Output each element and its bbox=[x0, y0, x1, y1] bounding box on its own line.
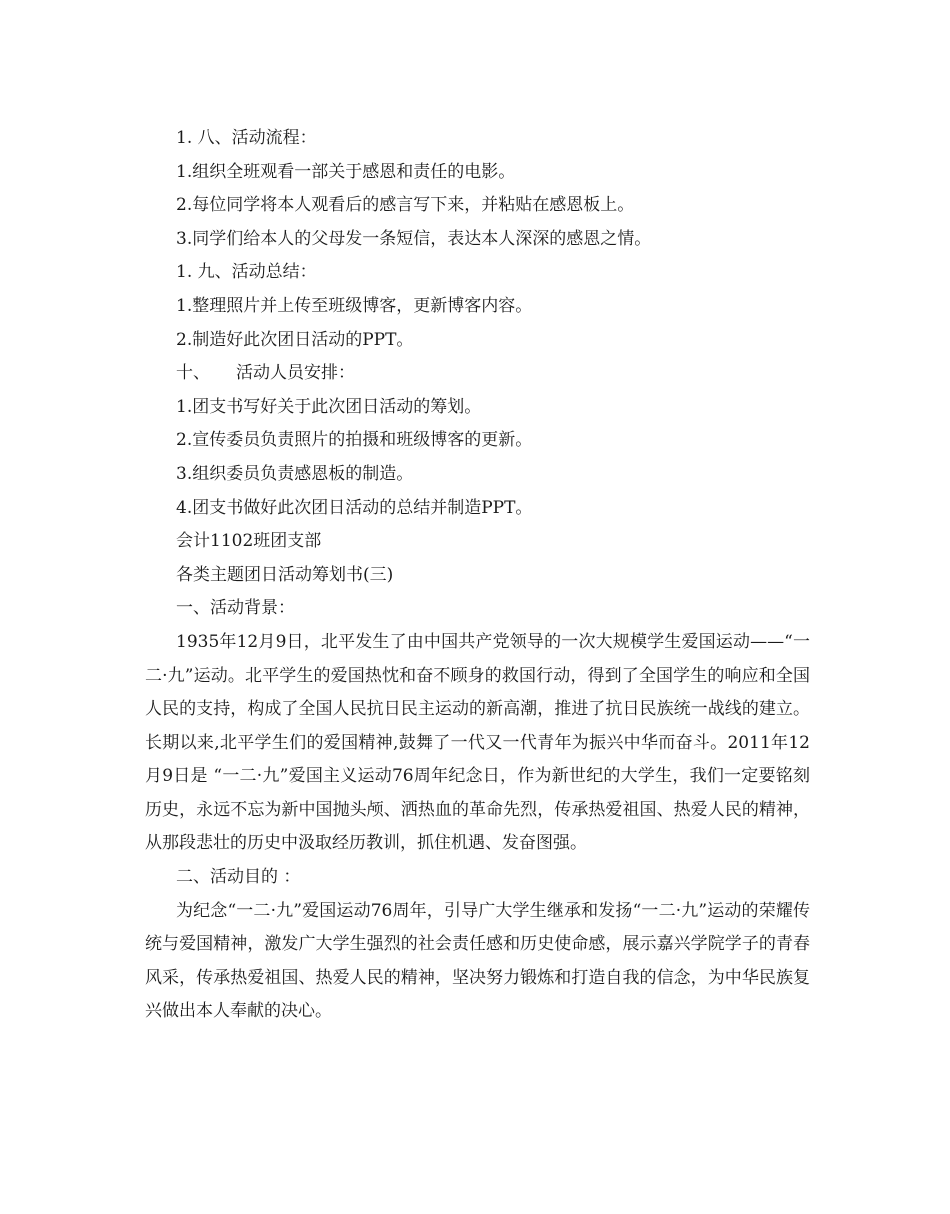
section-10-title: 活动人员安排： bbox=[236, 363, 355, 384]
signature: 会计1102班团支部 bbox=[176, 531, 322, 552]
document-body bbox=[145, 122, 810, 1029]
section-9-item-1: 1.整理照片并上传至班级博客，更新博客内容。 bbox=[176, 295, 533, 316]
purpose-paragraph: 为纪念“一二·九”爱国运动76周年，引导广大学生继承和发扬“一二·九”运动的荣耀传统与爱国精神，激发广大学生强烈的社会责任感和历史使命感，展示嘉兴学院学子的青春风采，传承热爱祖国、热爱人民的精神，坚决努力锻炼和打造自我的信念，为中华民族复兴做出本人奉献的决心。 bbox=[145, 900, 810, 1022]
section-8-item-1: 1.组织全班观看一部关于感恩和责任的电影。 bbox=[176, 161, 516, 182]
section-9-item-2: 2.制造好此次团日活动的PPT。 bbox=[176, 329, 414, 350]
section-10-item-2: 2.宣传委员负责照片的拍摄和班级博客的更新。 bbox=[176, 430, 533, 451]
section-8-item-2: 2.每位同学将本人观看后的感言写下来，并粘贴在感恩板上。 bbox=[176, 195, 635, 216]
section-10-item-4: 4.团支书做好此次团日活动的总结并制造PPT。 bbox=[176, 497, 533, 518]
background-paragraph: 1935年12月9日，北平发生了由中国共产党领导的一次大规模学生爱国运动——“一二·九”运动。北平学生的爱国热忱和奋不顾身的救国行动，得到了全国学生的响应和全国人民的支持，构成了全国人民抗日民主运动的新高潮，推进了抗日民族统一战线的建立。长期以来,北平学生们的爱国精神,鼓舞了一代又一代青年为振兴中华而奋斗。2011年12月9日是 “一二·九”爱国主义运动76周年纪念日，作为新世纪的大学生，我们一定要铭刻历史，永远不忘为新中国抛头颅、洒热血的革命先烈，传承热爱祖国、热爱人民的精神，从那段悲壮的历史中汲取经历教训，抓住机遇、发奋图强。 bbox=[145, 631, 810, 854]
background-heading: 一、活动背景： bbox=[176, 598, 295, 619]
purpose-heading: 二、活动目的 ： bbox=[176, 867, 301, 888]
section-10-item-1: 1.团支书写好关于此次团日活动的筹划。 bbox=[176, 396, 482, 417]
document-3-title: 各类主题团日活动筹划书(三) bbox=[176, 564, 394, 585]
section-10-number: 十、 bbox=[176, 363, 210, 384]
section-10-item-3: 3.组织委员负责感恩板的制造。 bbox=[176, 463, 414, 484]
section-8-heading: 1. 八、活动流程： bbox=[176, 128, 317, 148]
section-10-heading bbox=[145, 357, 810, 391]
section-9-heading: 1. 九、活动总结： bbox=[176, 262, 317, 283]
section-8-item-3: 3.同学们给本人的父母发一条短信，表达本人深深的感恩之情。 bbox=[176, 228, 652, 249]
